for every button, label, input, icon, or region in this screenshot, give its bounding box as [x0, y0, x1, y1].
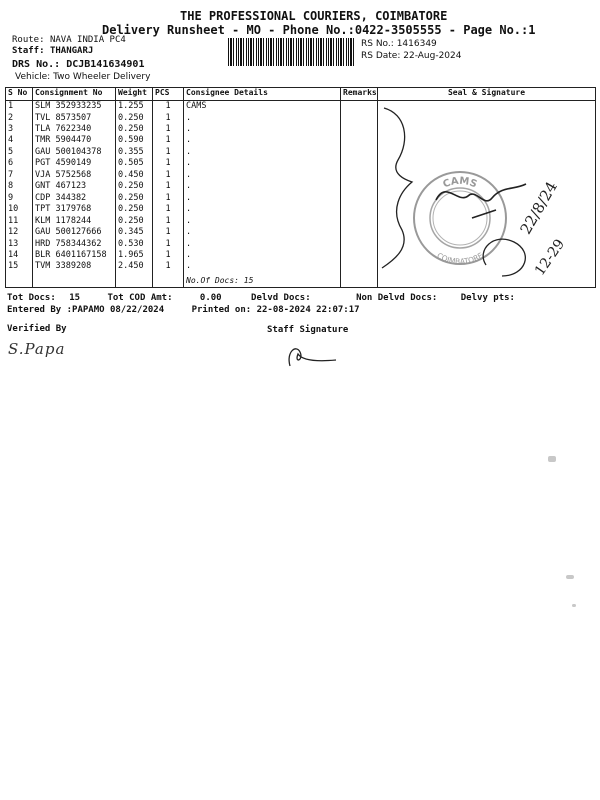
cell-remarks: [341, 193, 378, 204]
cell-pcs: 1: [153, 101, 184, 113]
rs-date-line: [361, 51, 461, 61]
cell-weight: 0.590: [116, 135, 153, 146]
cell-remarks: [341, 124, 378, 135]
cell-consignee: .: [184, 250, 341, 261]
cell-remarks: [341, 250, 378, 261]
handwritten-date-1: 22/8/24: [516, 178, 562, 238]
cell-consignee: .: [184, 170, 341, 181]
printed-on: Printed on: 22-08-2024 22:07:17: [191, 305, 360, 315]
cell-consignment: GAU 500104378: [33, 147, 116, 158]
vehicle-line: [15, 72, 150, 82]
cell-consignee: .: [184, 193, 341, 204]
tot-docs-label: Tot Docs:: [7, 293, 56, 303]
cell-weight: 0.250: [116, 181, 153, 192]
cell-consignee: .: [184, 227, 341, 238]
cell-weight: 0.250: [116, 204, 153, 215]
non-delvd-docs-label: Non Delvd Docs:: [356, 293, 438, 303]
cell-consignment: GAU 500127666: [33, 227, 116, 238]
tot-docs-value: 15: [69, 293, 81, 303]
col-remarks: Remarks: [341, 88, 378, 101]
cell-remarks: [341, 181, 378, 192]
cell-consignment: TVM 3389208: [33, 261, 116, 273]
staff-signature-label: Staff Signature: [267, 325, 349, 335]
company-title: THE PROFESSIONAL COURIERS, COIMBATORE: [180, 9, 448, 23]
cell-consignment: BLR 6401167158: [33, 250, 116, 261]
route-value: NAVA INDIA PC4: [49, 35, 126, 45]
rs-no-label: RS No.:: [361, 39, 394, 49]
cell-remarks: [341, 227, 378, 238]
cell-pcs: 1: [153, 204, 184, 215]
cell-pcs: 1: [153, 170, 184, 181]
cell-consignee: .: [184, 124, 341, 135]
cell-pcs: 1: [153, 261, 184, 273]
cell-weight: 1.255: [116, 101, 153, 113]
cell-weight: 0.250: [116, 216, 153, 227]
cell-sno: 5: [6, 147, 33, 158]
cell-pcs: 1: [153, 158, 184, 169]
cell-pcs: 1: [153, 239, 184, 250]
cell-consignee: CAMS: [184, 101, 341, 113]
cell-sno: 7: [6, 170, 33, 181]
stamp-city-text: COIMBATORE: [435, 250, 485, 267]
col-weight: Weight: [116, 88, 153, 101]
col-sno: S No: [6, 88, 33, 101]
cell-sno: 3: [6, 124, 33, 135]
cell-remarks: [341, 135, 378, 146]
cell-remarks: [341, 216, 378, 227]
cell-pcs: 1: [153, 147, 184, 158]
cell-sno: 2: [6, 113, 33, 124]
col-consignment: Consignment No: [33, 88, 116, 101]
cell-consignment: KLM 1178244: [33, 216, 116, 227]
cell-sno: 14: [6, 250, 33, 261]
col-seal: Seal & Signature: [378, 88, 596, 101]
cell-pcs: 1: [153, 227, 184, 238]
cell-consignment: PGT 4590149: [33, 158, 116, 169]
svg-text:COIMBATORE: [435, 251, 485, 266]
cell-sno: 4: [6, 135, 33, 146]
scan-speck: [566, 575, 574, 579]
filler-cell: [153, 273, 184, 288]
route-line: [12, 35, 126, 45]
cell-remarks: [341, 170, 378, 181]
delvy-pts-label: Delvy pts:: [460, 293, 515, 303]
cell-consignee: .: [184, 147, 341, 158]
rs-no-value: 1416349: [396, 39, 437, 49]
totals-line: [7, 293, 515, 303]
scan-speck: [572, 604, 576, 607]
cell-weight: 0.450: [116, 170, 153, 181]
tot-cod-label: Tot COD Amt:: [107, 293, 173, 303]
delvd-docs-label: Delvd Docs:: [251, 293, 311, 303]
cell-remarks: [341, 101, 378, 113]
filler-cell: [6, 273, 33, 288]
rs-date-label: RS Date:: [361, 51, 401, 61]
handwritten-date-2: 12-29: [531, 236, 569, 279]
staff-signature-mark: [284, 340, 344, 370]
cell-weight: 0.505: [116, 158, 153, 169]
staff-label: Staff:: [12, 46, 45, 56]
cell-weight: 0.250: [116, 124, 153, 135]
cell-remarks: [341, 204, 378, 215]
cell-consignee: .: [184, 239, 341, 250]
vehicle-value: Two Wheeler Delivery: [53, 72, 151, 82]
company-stamp: [414, 172, 506, 266]
cell-sno: 9: [6, 193, 33, 204]
cell-pcs: 1: [153, 250, 184, 261]
cell-sno: 8: [6, 181, 33, 192]
cell-weight: 0.250: [116, 193, 153, 204]
cell-remarks: [341, 239, 378, 250]
barcode-image: [228, 38, 354, 66]
cell-consignment: SLM 352933235: [33, 101, 116, 113]
cell-consignment: TVL 8573507: [33, 113, 116, 124]
cell-consignee: .: [184, 216, 341, 227]
staff-line: [12, 46, 93, 56]
filler-cell: [184, 273, 341, 288]
staff-value: THANGARJ: [49, 46, 94, 56]
cell-weight: 1.965: [116, 250, 153, 261]
drs-value: DCJB141634901: [66, 59, 145, 70]
cell-weight: 0.250: [116, 113, 153, 124]
seal-signature-area: [376, 100, 596, 300]
cell-consignment: TPT 3179768: [33, 204, 116, 215]
cell-weight: 0.530: [116, 239, 153, 250]
cell-sno: 10: [6, 204, 33, 215]
entered-line: [7, 305, 360, 315]
cell-sno: 12: [6, 227, 33, 238]
cell-weight: 0.355: [116, 147, 153, 158]
verified-by-label: Verified By: [7, 324, 67, 334]
entered-by: Entered By :PAPAMO 08/22/2024: [7, 305, 165, 315]
handwritten-loop: [483, 239, 525, 276]
cell-sno: 15: [6, 261, 33, 273]
verified-signature: S.Papa: [8, 340, 66, 358]
cell-weight: 0.345: [116, 227, 153, 238]
cell-consignment: TMR 5904470: [33, 135, 116, 146]
cell-consignee: .: [184, 261, 341, 273]
cell-consignment: VJA 5752568: [33, 170, 116, 181]
cell-consignment: CDP 344382: [33, 193, 116, 204]
cell-consignment: TLA 7622340: [33, 124, 116, 135]
cell-remarks: [341, 261, 378, 273]
scan-speck: [548, 456, 556, 462]
cell-pcs: 1: [153, 135, 184, 146]
cell-pcs: 1: [153, 124, 184, 135]
cell-consignment: HRD 758344362: [33, 239, 116, 250]
cell-sno: 11: [6, 216, 33, 227]
filler-cell: [33, 273, 116, 288]
filler-cell: [341, 273, 378, 288]
cell-consignee: .: [184, 135, 341, 146]
drs-label: DRS No.:: [12, 59, 61, 70]
cell-remarks: [341, 158, 378, 169]
stamp-top-text: CAMS: [441, 175, 479, 191]
drs-line: [12, 59, 144, 70]
cell-remarks: [341, 113, 378, 124]
table-header-row: [6, 88, 596, 101]
cell-pcs: 1: [153, 216, 184, 227]
cell-weight: 2.450: [116, 261, 153, 273]
cell-consignee: .: [184, 158, 341, 169]
route-label: Route:: [12, 35, 45, 45]
cell-pcs: 1: [153, 113, 184, 124]
cell-pcs: 1: [153, 181, 184, 192]
tot-cod-value: 0.00: [199, 293, 222, 303]
cell-sno: 13: [6, 239, 33, 250]
cell-consignee: .: [184, 113, 341, 124]
cell-sno: 6: [6, 158, 33, 169]
cell-consignment: GNT 467123: [33, 181, 116, 192]
cell-pcs: 1: [153, 193, 184, 204]
cell-consignee: .: [184, 181, 341, 192]
vehicle-label: Vehicle:: [15, 72, 51, 82]
cell-remarks: [341, 147, 378, 158]
col-consignee: Consignee Details: [184, 88, 341, 101]
bracket-scribble: [382, 108, 412, 268]
col-pcs: PCS: [153, 88, 184, 101]
runsheet-title: Delivery Runsheet - MO - Phone No.:0422-3505555 - Page No.:1: [102, 23, 536, 37]
cell-sno: 1: [6, 101, 33, 113]
rs-date-value: 22-Aug-2024: [403, 51, 462, 61]
filler-cell: [116, 273, 153, 288]
cell-consignee: .: [184, 204, 341, 215]
no-of-docs: No.Of Docs: 15: [186, 276, 254, 285]
rs-no-line: [361, 39, 437, 49]
